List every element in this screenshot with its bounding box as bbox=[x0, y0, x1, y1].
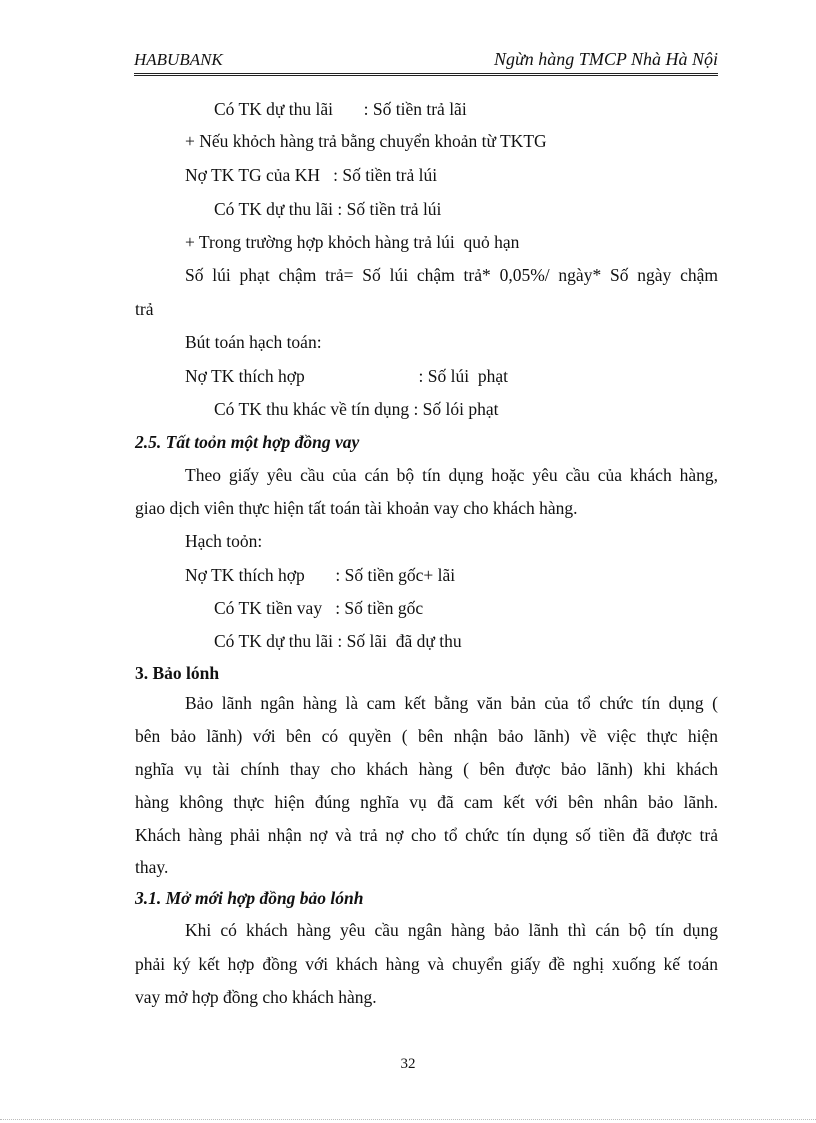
section-heading: 3.1. Mở mới hợp đồng bảo lónh bbox=[135, 888, 364, 908]
section-heading: 2.5. Tất toỏn một hợp đồng vay bbox=[135, 432, 360, 452]
paragraph-line: Khách hàng phải nhận nợ và trả nợ cho tổ chức tín dụng số tiền đã được trả bbox=[135, 825, 718, 845]
text-line: + Nếu khỏch hàng trả bằng chuyển khoản từ TKTG bbox=[185, 131, 547, 151]
text-line: Nợ TK TG của KH : Số tiền trả lúi bbox=[185, 165, 438, 185]
text-line: Có TK dự thu lãi : Số tiền trả lúi bbox=[214, 199, 442, 219]
paragraph-line: Khi có khách hàng yêu cầu ngân hàng bảo lãnh thì cán bộ tín dụng bbox=[185, 920, 718, 940]
paragraph-line: giao dịch viên thực hiện tất toán tài khoản vay cho khách hàng. bbox=[135, 498, 578, 518]
page-number: 32 bbox=[400, 1056, 416, 1072]
text-line: Có TK thu khác về tín dụng : Số lói phạt bbox=[214, 399, 499, 419]
text-line: Có TK tiền vay : Số tiền gốc bbox=[214, 598, 424, 618]
paragraph-line: bên bảo lãnh) với bên có quyền ( bên nhận bảo lãnh) về việc thực hiện bbox=[135, 726, 718, 746]
header-bank-fullname: Ngừn hàng TMCP Nhà Hà Nội bbox=[493, 49, 718, 69]
bottom-divider bbox=[0, 1119, 816, 1120]
paragraph-line: Theo giấy yêu cầu của cán bộ tín dụng hoặc yêu cầu của khách hàng, bbox=[185, 465, 718, 485]
page-header bbox=[134, 49, 718, 76]
text-line: Có TK dự thu lãi : Số tiền trả lãi bbox=[214, 99, 467, 119]
paragraph-line: thay. bbox=[135, 857, 169, 877]
text-line: Nợ TK thích hợp : Số tiền gốc+ lãi bbox=[185, 565, 456, 585]
text-line: + Trong trường hợp khỏch hàng trả lúi quỏ hạn bbox=[185, 232, 520, 252]
paragraph-line: phải ký kết hợp đồng với khách hàng và chuyển giấy đề nghị xuống kế toán bbox=[135, 954, 718, 974]
text-line: Số lúi phạt chậm trả= Số lúi chậm trả* 0,05%/ ngày* Số ngày chậm bbox=[185, 265, 718, 285]
text-line: Nợ TK thích hợp : Số lúi phạt bbox=[185, 366, 508, 386]
text-line: Bút toán hạch toán: bbox=[185, 332, 322, 352]
paragraph-line: Bảo lãnh ngân hàng là cam kết bằng văn bản của tổ chức tín dụng ( bbox=[185, 693, 718, 713]
section-heading: 3. Bảo lónh bbox=[135, 663, 220, 683]
text-line: trả bbox=[135, 299, 154, 319]
paragraph-line: nghĩa vụ tài chính thay cho khách hàng ( bên được bảo lãnh) khi khách bbox=[135, 759, 718, 779]
text-line: Có TK dự thu lãi : Số lãi đã dự thu bbox=[214, 631, 462, 651]
paragraph-line: hàng không thực hiện đúng nghĩa vụ đã cam kết với bên nhân bảo lãnh. bbox=[135, 792, 718, 812]
paragraph-line: vay mở hợp đồng cho khách hàng. bbox=[135, 987, 377, 1007]
text-line: Hạch toỏn: bbox=[185, 531, 263, 551]
header-bank-name: HABUBANK bbox=[134, 50, 223, 69]
